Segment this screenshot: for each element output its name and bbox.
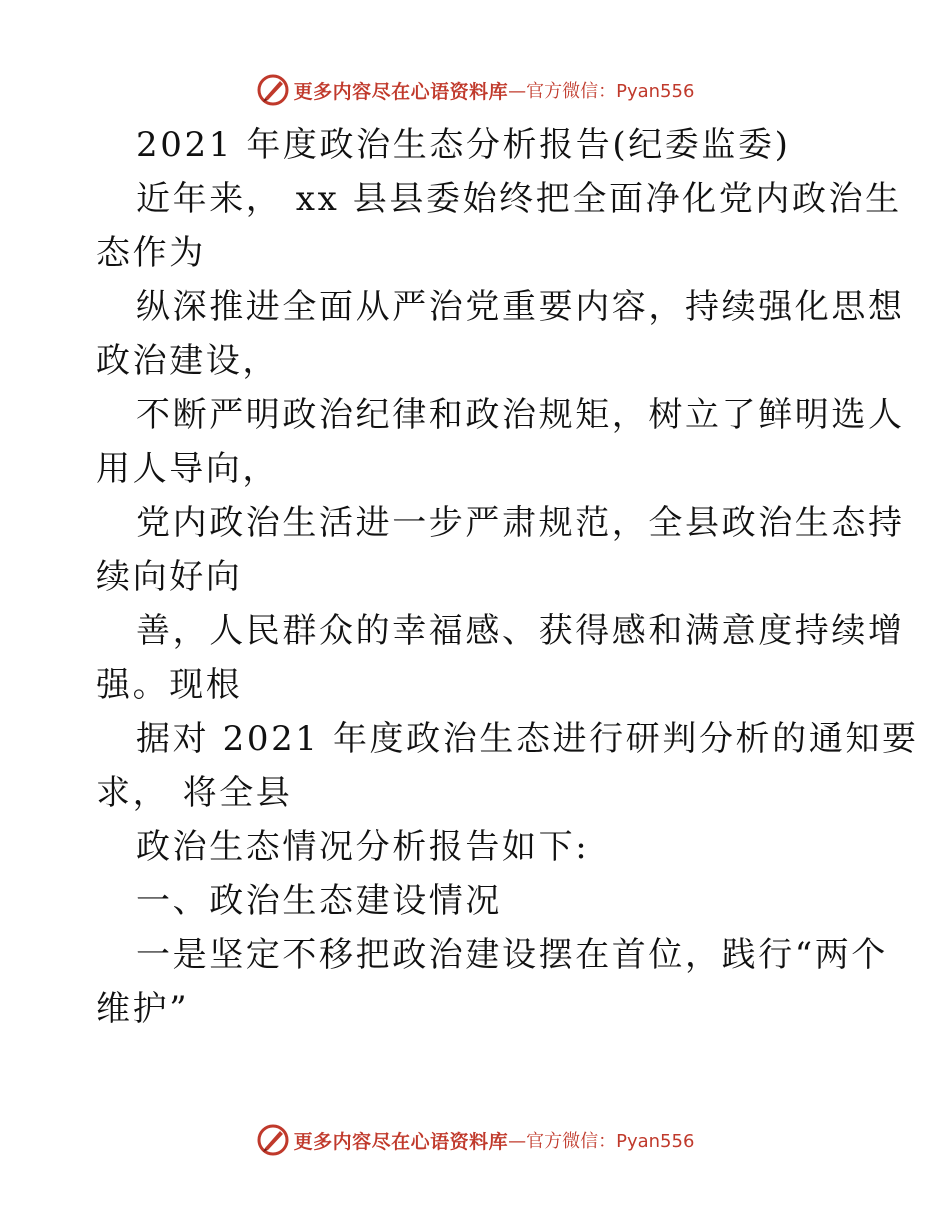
paragraph-line: 续向好向 xyxy=(96,557,243,597)
paragraph-line: 政治生态情况分析报告如下: xyxy=(136,827,590,867)
paragraph-line: 据对 2021 年度政治生态进行研判分析的通知要 xyxy=(136,719,919,759)
paragraph-line: 近年来， xx 县县委始终把全面净化党内政治生 xyxy=(136,179,902,219)
paragraph-line: 强。现根 xyxy=(96,665,243,705)
watermark-promo-text: 更多内容尽在心语资料库 xyxy=(293,80,509,103)
document-body xyxy=(96,118,919,1036)
paragraph-line: 政治建设， xyxy=(96,341,279,381)
paragraph-line: 不断严明政治纪律和政治规矩，树立了鲜明选人 xyxy=(136,395,905,435)
paragraph-line: 善，人民群众的幸福感、获得感和满意度持续增 xyxy=(136,611,905,651)
watermark-contact-text: —官方微信：Pyan556 xyxy=(508,81,695,102)
paragraph-line: 用人导向， xyxy=(96,449,279,489)
footer-watermark xyxy=(0,1120,950,1160)
paragraph-line: 党内政治生活进一步严肃规范，全县政治生态持 xyxy=(136,503,905,543)
paragraph-line: 态作为 xyxy=(96,233,206,273)
paragraph-line: 纵深推进全面从严治党重要内容，持续强化思想 xyxy=(136,287,905,327)
paragraph-line: 一是坚定不移把政治建设摆在首位，践行“两个 xyxy=(136,935,888,975)
quill-pen-logo-icon xyxy=(256,73,290,107)
document-title: 2021 年度政治生态分析报告(纪委监委) xyxy=(136,125,791,165)
quill-pen-logo-icon xyxy=(256,1123,290,1157)
section-heading: 一、政治生态建设情况 xyxy=(136,881,502,921)
watermark-contact-text: —官方微信：Pyan556 xyxy=(508,1131,695,1152)
paragraph-line: 维护” xyxy=(96,989,190,1029)
watermark-promo-text: 更多内容尽在心语资料库 xyxy=(293,1130,509,1153)
header-watermark xyxy=(0,70,950,110)
paragraph-line: 求， 将全县 xyxy=(96,773,293,813)
